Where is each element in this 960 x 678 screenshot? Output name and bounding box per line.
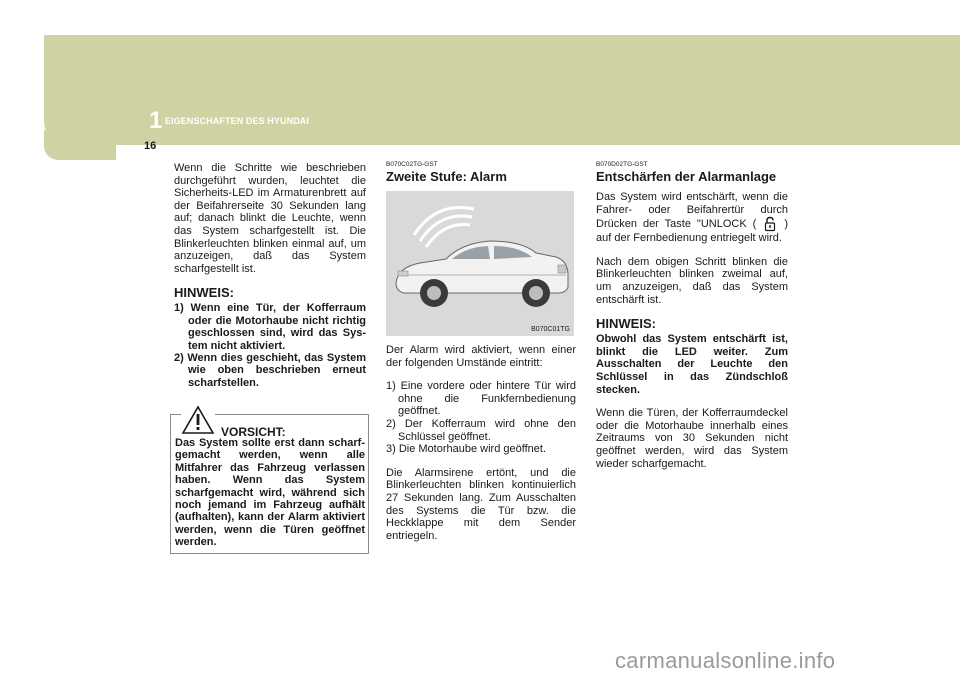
unlock-icon <box>762 216 778 232</box>
disarm-text-b: ) auf der Fernbedienung entriegelt wird. <box>596 218 788 245</box>
caution-title: VORSICHT: <box>221 425 286 439</box>
section-title: Entschärfen der Alarmanlage <box>596 169 777 184</box>
alarm-outro: Die Alarmsirene ertönt, und die Blinkerleuchten blinken kontinuierlich 27 Sekunden lang. Zum Ausschalten des Systems die Tür bzw. die Heckklappe mit dem Sender entriegeln. <box>386 466 576 542</box>
figure-label: B070C01TG <box>531 326 570 333</box>
chapter-number: 1 <box>149 107 163 134</box>
list-item: 2) Der Kofferraum wird ohne den Schlüssel geöffnet. <box>386 417 576 443</box>
alarm-intro: Der Alarm wird aktiviert, wenn einer der folgenden Umstände eintritt: <box>386 344 576 369</box>
rearm-paragraph: Wenn die Türen, der Kofferraumdeckel oder die Motorhaube innerhalb eines Zeitraums von 30 Sekunden nicht geöffnet werden, wird das System wieder scharfgemacht. <box>596 407 788 470</box>
note-heading: HINWEIS: <box>174 285 234 301</box>
page-tab <box>44 130 116 160</box>
caution-text: Das System sollte erst dann scharf- gemacht werden, wenn alle Mitfahrer das Fahrzeug verlassen haben. Wenn das System scharfgemacht wird, während sich noch jemand im Fahrzeug aufhält (aufhalten), kann der Alarm aktiviert werden, wenn die Türen geöffnet werden. <box>175 437 365 549</box>
section-title: Zweite Stufe: Alarm <box>386 169 507 184</box>
note-text: Obwohl das System entschärft ist, blinkt die LED weiter. Zum Ausschalten der Leuchte den Schlüssel in das Zündschloß stecken. <box>596 333 788 396</box>
watermark: carmanualsonline.info <box>615 648 836 673</box>
list-item: 1) Eine vordere oder hintere Tür wird ohne die Funkfernbedienung geöffnet. <box>386 380 576 418</box>
list-item: 3) Die Motorhaube wird geöffnet. <box>386 443 546 456</box>
page-number: 16 <box>144 140 157 152</box>
disarm-text-a: Das System wird entschärft, wenn die Fahrer- oder Beifahrertür durch Drücken der Taste "UNLOCK ( <box>596 191 788 231</box>
note-heading: HINWEIS: <box>596 316 656 332</box>
alarm-condition-list <box>386 380 576 456</box>
car-illustration <box>386 191 574 336</box>
car-alarm-figure <box>386 191 574 336</box>
column-middle <box>386 161 576 542</box>
column-right <box>596 161 788 470</box>
intro-paragraph: Wenn die Schritte wie beschrieben durchgeführt wurden, leuchtet die Sicherheits-LED im Armaturenbrett auf der Beifahrerseite 30 Sekunden lang auf; danach blinkt die Leuchte, wenn das System scharfgestellt ist. Die Blinkerleuchten blinken einmal auf, um anzuzeigen, daß das System scharfgestellt ist. <box>174 162 366 275</box>
section-code: B070C02TG-GST <box>386 161 438 168</box>
caution-box <box>170 414 369 554</box>
note-list <box>174 302 366 389</box>
note-item: 1) Wenn eine Tür, der Kofferraum oder die Motorhaube nicht richtig geschlossen sind, wird das Sys- tem nicht aktiviert. <box>174 302 366 352</box>
disarm-paragraph <box>596 191 788 245</box>
column-left <box>174 162 366 389</box>
header-band <box>44 35 960 145</box>
chapter-title: EIGENSCHAFTEN DES HYUNDAI <box>165 116 310 126</box>
section-code: B070D02TG-GST <box>596 161 648 168</box>
disarm-blink-paragraph: Nach dem obigen Schritt blinken die Blinkerleuchten blinken zweimal auf, um anzuzeigen, daß das System entschärft ist. <box>596 255 788 306</box>
note-item: 2) Wenn dies geschieht, das System wie oben beschrieben erneut scharfstellen. <box>174 351 366 389</box>
warning-triangle-icon <box>181 405 215 435</box>
